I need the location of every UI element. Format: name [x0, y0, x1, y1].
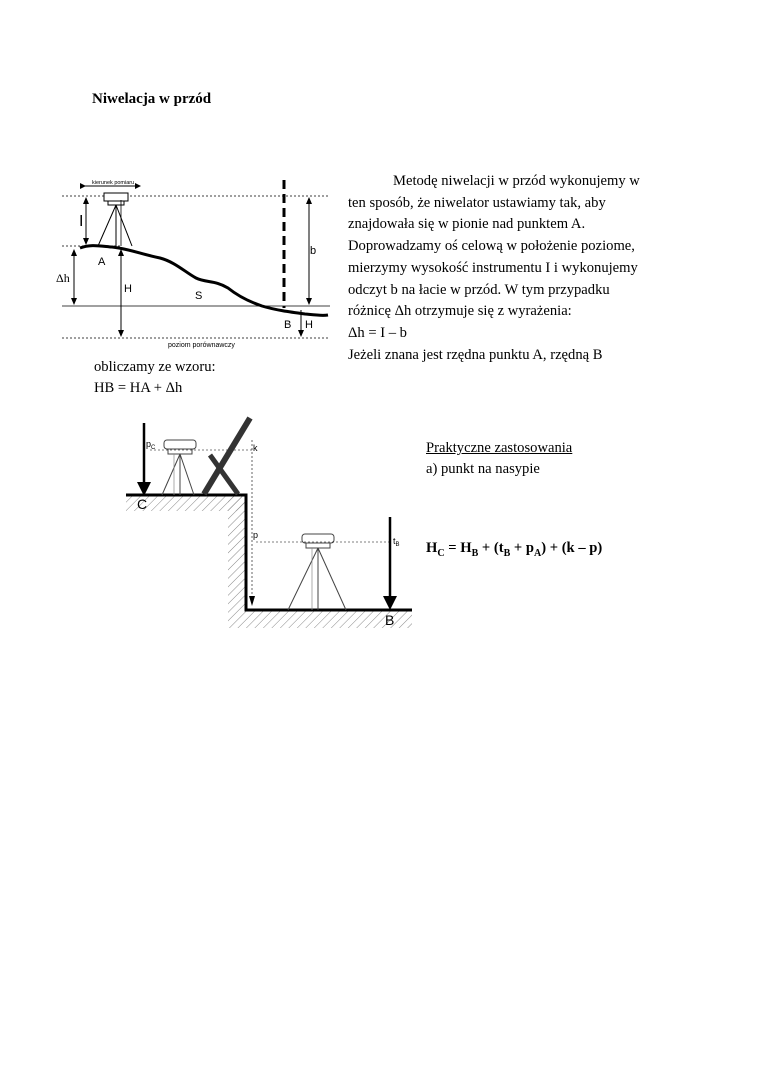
hc-plus: + p [510, 540, 534, 556]
hc-mid: + (t [478, 540, 504, 556]
formula-hb: HB = HA + Δh [94, 380, 183, 396]
paragraph-line: mierzymy wysokość instrumentu I i wykonujemy [348, 259, 638, 276]
label-dh: Δh [56, 271, 70, 285]
point-c-label: C [137, 496, 148, 512]
applications-block [426, 438, 572, 480]
hc-lhs: H [426, 540, 438, 556]
direction-label: kierunek pomiaru [92, 180, 135, 186]
paragraph-line: Doprowadzamy oś celową w położenie poziome, [348, 238, 635, 255]
hc-formula [426, 540, 602, 559]
paragraph-line: różnicę Δh otrzymuje się z wyrażenia: [348, 303, 572, 320]
label-hb: H [305, 319, 313, 331]
paragraph-line: odczyt b na łacie w przód. W tym przypadku [348, 281, 610, 298]
hc-tail: ) + (k – p) [541, 540, 603, 556]
label-k: k [253, 443, 258, 453]
upper-instrument [162, 440, 196, 495]
point-b2-label: B [385, 612, 395, 628]
hc-pa-sub: A [533, 547, 542, 559]
hc-tb-sub: B [503, 547, 511, 559]
paragraph-line: Metodę niwelacji w przód wykonujemy w [393, 173, 640, 189]
label-pc: $p_C$ [146, 439, 156, 451]
paragraph-line: Δh = I – b [348, 324, 407, 341]
paragraph-line: ten sposób, że niwelator ustawiamy tak, aby [348, 194, 606, 211]
hc-lhs-sub: C [437, 547, 445, 559]
ground-hatch-slope [228, 495, 246, 610]
applications-heading: Praktyczne zastosowania [426, 440, 573, 456]
datum-label: poziom porównawczy [168, 342, 235, 349]
point-a-label: A [98, 256, 106, 268]
label-p: p [253, 530, 259, 540]
label-b: b [310, 245, 317, 257]
formula-intro: obliczamy ze wzoru: [94, 359, 216, 375]
label-tb: $t_B$ [393, 536, 400, 548]
point-b-label: B [284, 319, 292, 331]
label-i: I [79, 213, 84, 230]
paragraph-line: Jeżeli znana jest rzędna punktu A, rzędną B [348, 346, 603, 363]
hc-eq: = H [444, 540, 472, 556]
point-s-label: S [195, 290, 203, 302]
hc-hb-sub: B [471, 547, 479, 559]
page-title: Niwelacja w przód [92, 91, 212, 107]
embankment-profile [126, 495, 412, 610]
applications-item-a: a) punkt na nasypie [426, 461, 540, 477]
lower-instrument [288, 534, 346, 610]
label-ha: H [124, 283, 132, 295]
paragraph-line: znajdowała się w pionie nad punktem A. [348, 216, 586, 233]
